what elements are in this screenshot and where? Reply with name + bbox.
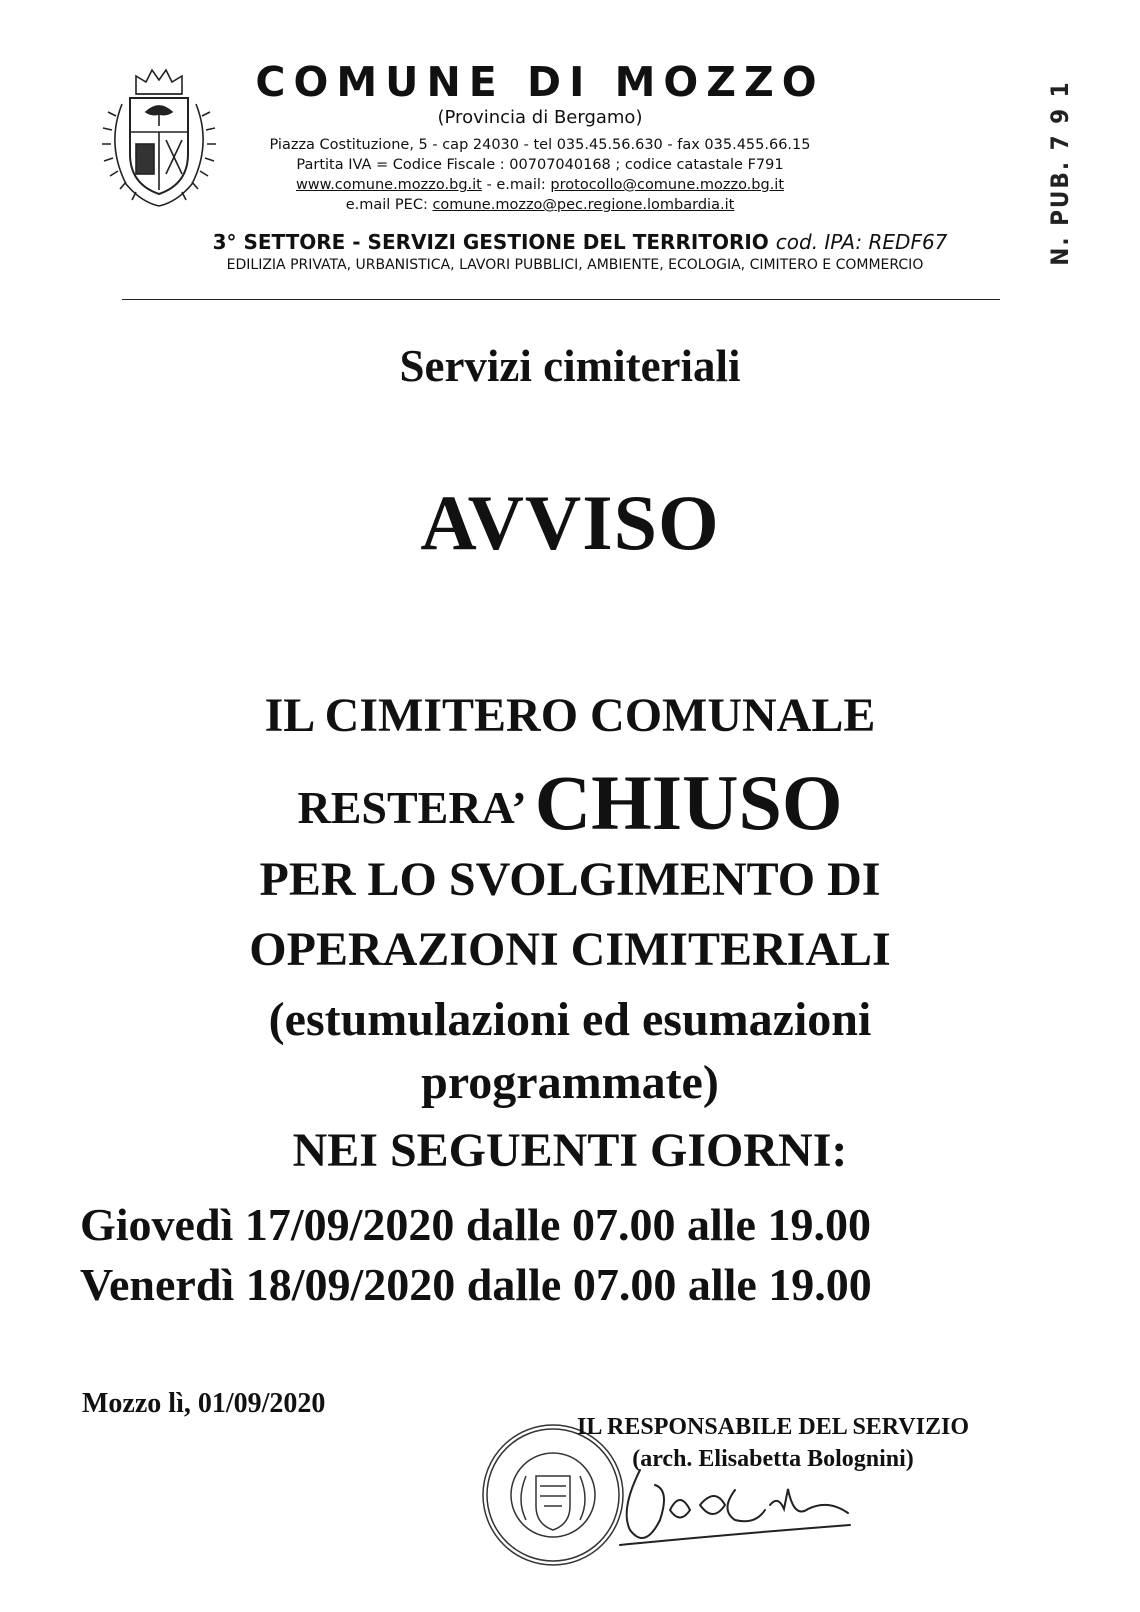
- provincia-text: (Provincia di Bergamo): [437, 107, 643, 128]
- protocol-stamp: [1038, 78, 1082, 268]
- fiscal-text: Partita IVA = Codice Fiscale : 00707040168 ; codice catastale F791: [296, 157, 784, 173]
- signatory-name: (arch. Elisabetta Bolognini): [632, 1446, 914, 1472]
- notice-subtitle: Servizi cimiteriali: [399, 341, 741, 391]
- closed-emphasis: CHIUSO: [534, 759, 843, 846]
- closure-date-2: Venerdì 18/09/2020 dalle 07.00 alle 19.00: [80, 1259, 872, 1310]
- address-text: Piazza Costituzione, 5 - cap 24030 - tel 035.45.56.630 - fax 035.455.66.15: [269, 137, 811, 153]
- place-and-date: Mozzo lì, 01/09/2020: [82, 1388, 326, 1419]
- ipa-code: cod. IPA: REDF67: [775, 230, 948, 254]
- contact-line: [170, 176, 910, 194]
- signatory-role: IL RESPONSABILE DEL SERVIZIO: [577, 1414, 969, 1440]
- email-label: - e.mail:: [481, 177, 551, 193]
- settore-heading: [165, 230, 995, 254]
- protocol-number: N. PUB. 7 9 1: [1046, 80, 1074, 266]
- notice-line-2-prefix: RESTERA’: [297, 782, 524, 833]
- settore-areas: EDILIZIA PRIVATA, URBANISTICA, LAVORI PUBBLICI, AMBIENTE, ECOLOGIA, CIMITERO E COMMERCIO: [226, 257, 924, 273]
- email-link[interactable]: protocollo@comune.mozzo.bg.it: [550, 177, 785, 193]
- notice-line-7: NEI SEGUENTI GIORNI:: [292, 1124, 848, 1177]
- notice-title: AVVISO: [420, 479, 720, 566]
- comune-name: COMUNE DI MOZZO: [255, 58, 825, 106]
- notice-line-1: IL CIMITERO COMUNALE: [264, 689, 876, 742]
- settore-title: 3° SETTORE - SERVIZI GESTIONE DEL TERRITORIO: [212, 230, 769, 254]
- notice-line-5: (estumulazioni ed esumazioni: [268, 993, 872, 1046]
- header-divider: [122, 299, 1000, 300]
- pec-link[interactable]: comune.mozzo@pec.regione.lombardia.it: [432, 197, 735, 213]
- closure-date-1: Giovedì 17/09/2020 dalle 07.00 alle 19.00: [80, 1199, 871, 1250]
- pec-label: e.mail PEC:: [345, 197, 433, 213]
- notice-line-4: OPERAZIONI CIMITERIALI: [249, 923, 891, 976]
- pec-line: [170, 196, 910, 214]
- notice-line-6: programmate): [421, 1056, 719, 1109]
- notice-line-3: PER LO SVOLGIMENTO DI: [259, 853, 881, 906]
- website-link[interactable]: www.comune.mozzo.bg.it: [295, 177, 482, 193]
- handwritten-signature-icon: [600, 1450, 870, 1560]
- notice-line-2: [0, 758, 1140, 848]
